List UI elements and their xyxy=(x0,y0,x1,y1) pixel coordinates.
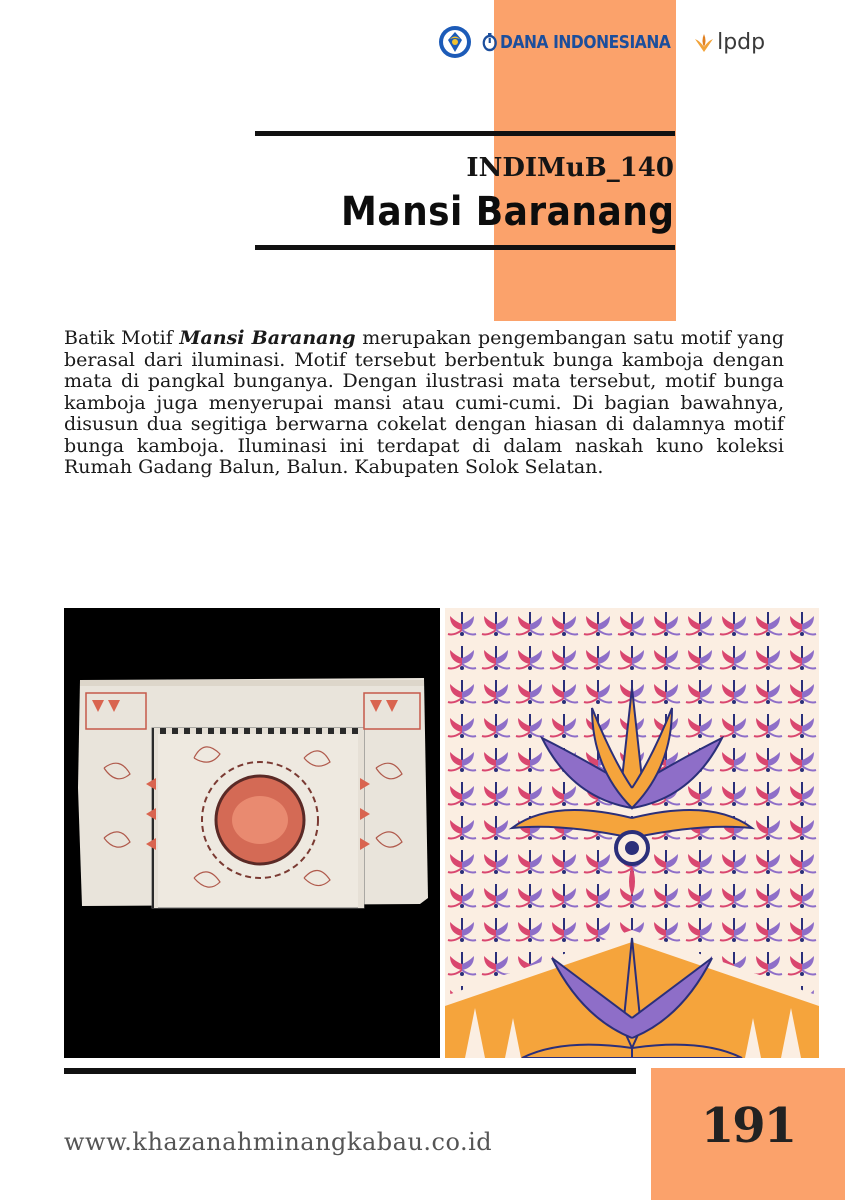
motif-description xyxy=(64,328,784,479)
footer-rule xyxy=(64,1068,636,1074)
manuscript-illumination-photo xyxy=(64,608,440,1058)
page-title: Mansi Baranang xyxy=(340,189,674,235)
page-number: 191 xyxy=(700,1098,796,1154)
dana-indonesiana-text: DANA INDONESIANA xyxy=(500,31,671,53)
batik-motif-design xyxy=(445,608,819,1058)
description-body: merupakan pengembangan satu motif yang berasal dari iluminasi. Motif tersebut berbentuk bunga kamboja dengan mata di pangkal bunganya. Dengan ilustrasi mata tersebut, motif bunga kamboja juga menyerupai mansi atau cumi-cumi. Di bagian bawahnya, disusun dua segitiga berwarna cokelat dengan hiasan di dalamnya motif bunga kamboja. Iluminasi ini terdapat di dalam naskah kuno koleksi Rumah Gadang Balun, Balun. Kabupaten Solok Selatan. xyxy=(64,327,784,478)
title-rule-top xyxy=(255,131,675,136)
title-rule-bottom xyxy=(255,245,675,250)
lpdp-logo xyxy=(693,30,765,55)
dana-indonesiana-icon xyxy=(482,32,497,52)
dana-indonesiana-logo xyxy=(482,32,670,53)
lpdp-flame-icon xyxy=(693,31,715,53)
kemdikbud-logo-icon xyxy=(438,25,472,59)
description-motif-name: Mansi Baranang xyxy=(179,327,356,349)
header-logos xyxy=(438,24,765,60)
lpdp-text: lpdp xyxy=(717,29,766,55)
website-link[interactable]: www.khazanahminangkabau.co.id xyxy=(64,1128,493,1156)
description-prefix: Batik Motif xyxy=(64,327,180,349)
document-code: INDIMuB_140 xyxy=(466,153,674,183)
